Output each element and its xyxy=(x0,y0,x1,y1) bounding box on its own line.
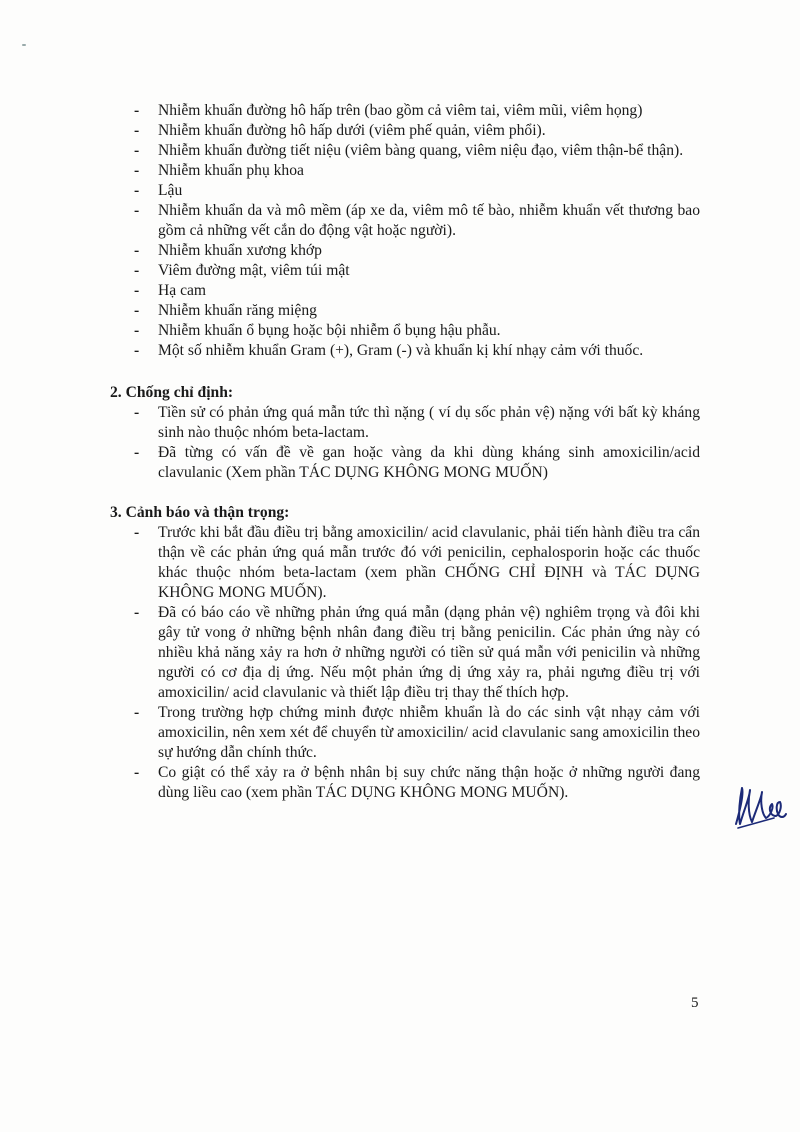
list-item: - Nhiễm khuẩn ổ bụng hoặc bội nhiễm ổ bụng hậu phẫu. xyxy=(110,321,700,341)
warnings-section xyxy=(110,503,700,803)
signature-icon xyxy=(730,780,790,832)
list-item: - Lậu xyxy=(110,181,700,201)
section-heading: 3. Cảnh báo và thận trọng: xyxy=(110,504,290,521)
list-item: - Tiền sử có phản ứng quá mẫn tức thì nặng ( ví dụ sốc phản vệ) nặng với bất kỳ kháng sinh nào thuộc nhóm beta-lactam. xyxy=(110,403,700,443)
list-item: - Nhiễm khuẩn phụ khoa xyxy=(110,161,700,181)
list-item: - Trước khi bắt đầu điều trị bằng amoxicilin/ acid clavulanic, phải tiến hành điều tra cẩn thận về các phản ứng quá mẫn trước đó với penicilin, cephalosporin hoặc các thuốc khác thuộc nhóm beta-lactam (xem phần CHỐNG CHỈ ĐỊNH và TÁC DỤNG KHÔNG MONG MUỐN). xyxy=(110,523,700,603)
list-item: - Đã từng có vấn đề về gan hoặc vàng da khi dùng kháng sinh amoxicilin/acid clavulanic (Xem phần TÁC DỤNG KHÔNG MONG MUỐN) xyxy=(110,443,700,483)
list-item: - Nhiễm khuẩn xương khớp xyxy=(110,241,700,261)
section-heading: 2. Chống chỉ định: xyxy=(110,384,234,401)
list-item: - Trong trường hợp chứng minh được nhiễm khuẩn là do các sinh vật nhạy cảm với amoxicilin, nên xem xét để chuyển từ amoxicilin/ acid clavulanic sang amoxicilin theo sự hướng dẫn chính thức. xyxy=(110,703,700,763)
contraindications-section xyxy=(110,383,700,483)
list-item: - Nhiễm khuẩn răng miệng xyxy=(110,301,700,321)
list-item: - Nhiễm khuẩn đường hô hấp trên (bao gồm cả viêm tai, viêm mũi, viêm họng) xyxy=(110,101,700,121)
list-item: - Nhiễm khuẩn da và mô mềm (áp xe da, viêm mô tế bào, nhiễm khuẩn vết thương bao gồm cả những vết cắn do động vật hoặc người). xyxy=(110,201,700,241)
contraindications-list xyxy=(110,403,700,483)
list-item: - Một số nhiễm khuẩn Gram (+), Gram (-) và khuẩn kị khí nhạy cảm với thuốc. xyxy=(110,341,700,361)
list-item: - Co giật có thể xảy ra ở bệnh nhân bị suy chức năng thận hoặc ở những người đang dùng liều cao (xem phần TÁC DỤNG KHÔNG MONG MUỐN). xyxy=(110,763,700,803)
list-item: - Viêm đường mật, viêm túi mật xyxy=(110,261,700,281)
scan-speck xyxy=(22,44,26,46)
page-number: 5 xyxy=(691,995,699,1011)
list-item: - Nhiễm khuẩn đường tiết niệu (viêm bàng quang, viêm niệu đạo, viêm thận-bể thận). xyxy=(110,141,700,161)
warnings-list xyxy=(110,523,700,803)
indications-list xyxy=(110,101,700,361)
list-item: - Đã có báo cáo về những phản ứng quá mẫn (dạng phản vệ) nghiêm trọng và đôi khi gây tử vong ở những bệnh nhân đang điều trị bằng penicilin. Các phản ứng này có nhiều khả năng xảy ra hơn ở những người có tiền sử quá mẫn với penicilin và những người có cơ địa dị ứng. Nếu một phản ứng dị ứng xảy ra, phải ngưng điều trị với amoxicilin/ acid clavulanic và thiết lập điều trị thay thế thích hợp. xyxy=(110,603,700,703)
list-item: - Nhiễm khuẩn đường hô hấp dưới (viêm phế quản, viêm phổi). xyxy=(110,121,700,141)
page-content xyxy=(110,101,700,803)
list-item: - Hạ cam xyxy=(110,281,700,301)
